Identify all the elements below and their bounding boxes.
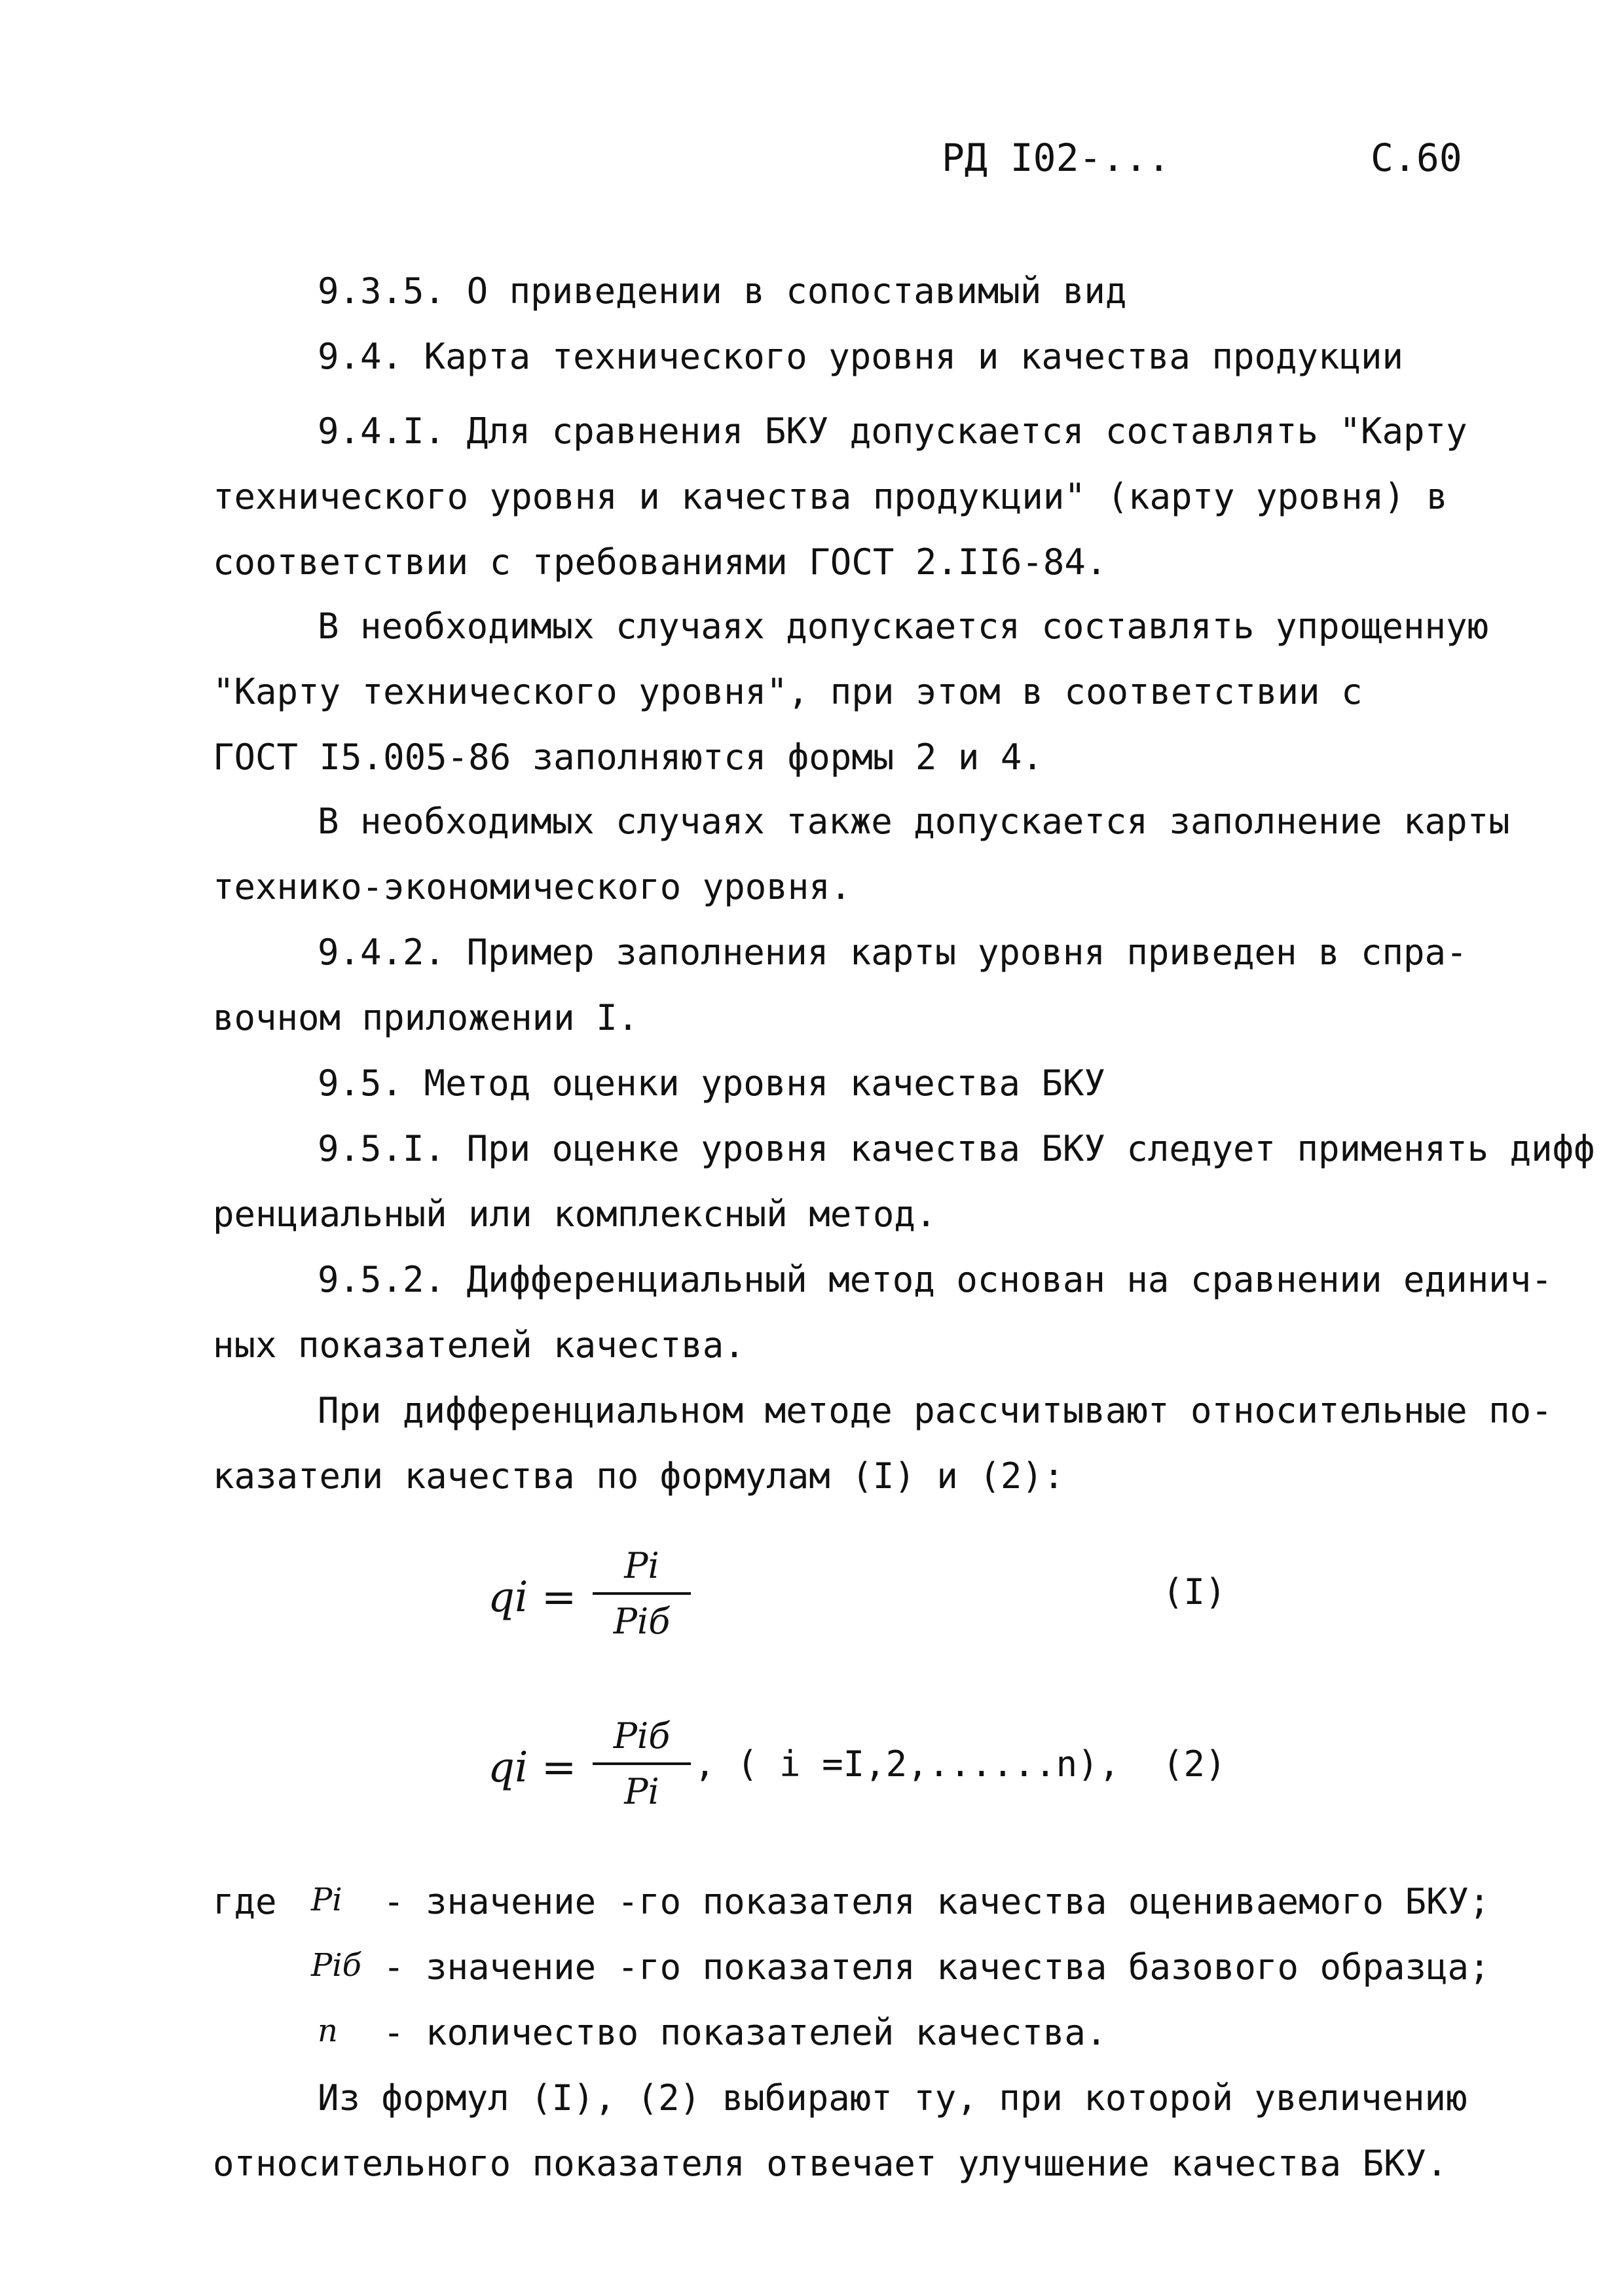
definition-text: - количество показателей качества. <box>383 2012 1107 2053</box>
text-line: 9.4. Карта технического уровня и качества продукции <box>318 336 1404 377</box>
text-line: технического уровня и качества продукции" (карту уровня) в <box>213 476 1448 517</box>
text-line: 9.5.2. Дифференциальный метод основан на сравнении единич- <box>318 1259 1553 1300</box>
text-line: При дифференциальном методе рассчитывают относительные по- <box>318 1390 1553 1431</box>
closing-line: Из формул (I), (2) выбирают ту, при которой увеличению <box>318 2077 1467 2119</box>
closing-line: относительного показателя отвечает улучшение качества БКУ. <box>213 2143 1448 2184</box>
text-line: ных показателей качества. <box>213 1324 745 1366</box>
text-line: вочном приложении I. <box>213 997 639 1038</box>
text-line: 9.3.5. О приведении в сопоставимый вид <box>318 270 1127 312</box>
definition-symbol: n <box>318 2013 338 2049</box>
page-number: С.60 <box>1371 136 1462 180</box>
text-line: ренциальный или комплексный метод. <box>213 1194 937 1235</box>
text-line: 9.5.I. При оценке уровня качества БКУ следует применять дифф <box>318 1128 1595 1169</box>
text-line: 9.4.2. Пример заполнения карты уровня приведен в спра- <box>318 932 1467 973</box>
text-line: 9.4.I. Для сравнения БКУ допускается составлять "Карту <box>318 410 1467 452</box>
text-line: казатели качества по формулам (I) и (2): <box>213 1455 1065 1497</box>
formula-2-lhs: qi = <box>488 1743 577 1792</box>
document-code: РД I02-... <box>942 136 1171 180</box>
formula-1-number: (I) <box>1162 1571 1227 1613</box>
definition-text: - значение -го показателя качества оцениваемого БКУ; <box>383 1881 1490 1922</box>
formula-1-lhs: qi = <box>488 1573 577 1622</box>
formula-2-number: (2) <box>1162 1743 1227 1785</box>
text-line: технико-экономического уровня. <box>213 866 852 907</box>
formula-2-condition: , ( i =I,2,......n), <box>694 1743 1120 1785</box>
text-line: "Карту технического уровня", при этом в соответствии с <box>213 671 1363 712</box>
definition-text: - значение -го показателя качества базового образца; <box>383 1946 1490 1988</box>
definition-lead: где <box>213 1881 277 1922</box>
text-line: В необходимых случаях также допускается заполнение карты <box>318 801 1510 842</box>
definition-symbol: Piб <box>311 1947 361 1984</box>
formula-2-numerator: Piб <box>613 1715 671 1757</box>
formula-1-denominator: Piб <box>613 1601 671 1642</box>
text-line: В необходимых случаях допускается составлять упрощенную <box>318 606 1489 647</box>
formula-2-denominator: Pi <box>624 1771 659 1812</box>
text-line: 9.5. Метод оценки уровня качества БКУ <box>318 1063 1105 1104</box>
formula-1-numerator: Pi <box>624 1545 659 1586</box>
text-line: ГОСТ I5.005-86 заполняются формы 2 и 4. <box>213 737 1043 778</box>
definition-symbol: Pi <box>311 1882 342 1918</box>
formula-1-fraction-bar <box>593 1592 691 1595</box>
text-line: соответствии с требованиями ГОСТ 2.II6-84. <box>213 541 1107 583</box>
formula-2-fraction-bar <box>593 1762 691 1765</box>
